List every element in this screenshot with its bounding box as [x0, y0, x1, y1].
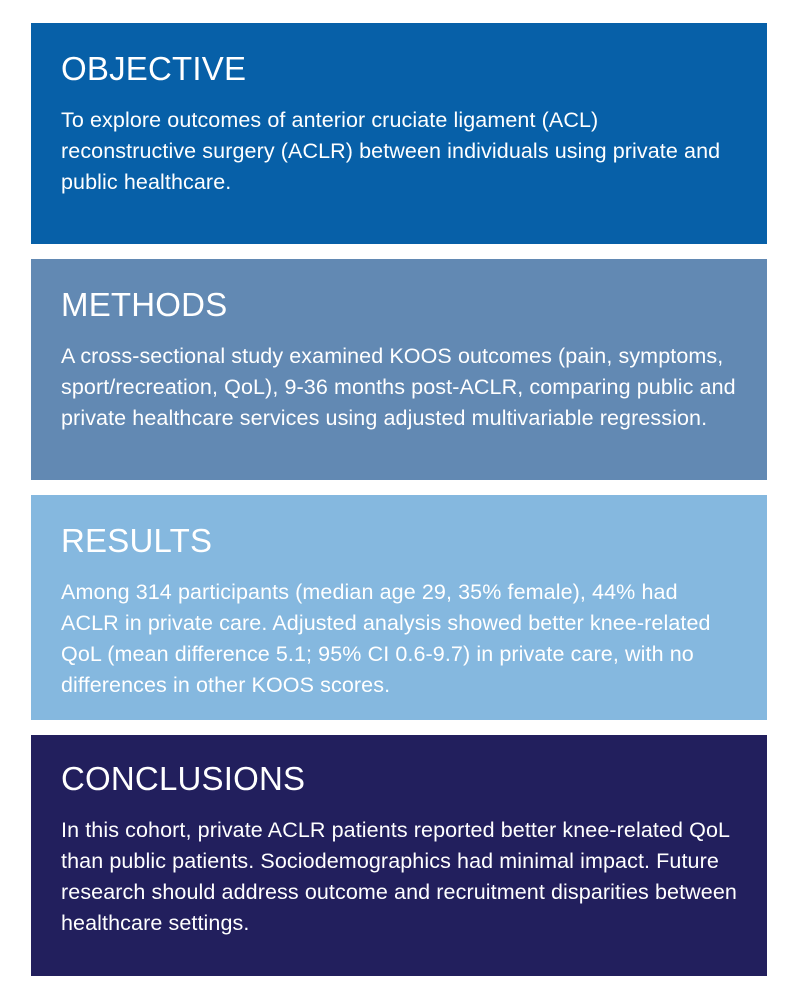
conclusions-text: In this cohort, private ACLR patients reported better knee-related QoL than public patients. Sociodemographics had minimal impact. Future research should address outcome and recruitment disparities between healthcare settings. [61, 818, 737, 935]
results-text: Among 314 participants (median age 29, 35% female), 44% had ACLR in private care. Adjusted analysis showed better knee-related QoL (mean difference 5.1; 95% CI 0.6-9.7) in private care, with no differences in other KOOS scores. [61, 580, 711, 697]
methods-panel [31, 259, 767, 480]
conclusions-panel [31, 735, 767, 976]
methods-text: A cross-sectional study examined KOOS outcomes (pain, symptoms, sport/recreation, QoL), 9-36 months post-ACLR, comparing public and private healthcare services using adjusted multivariable regression. [61, 344, 736, 430]
objective-heading: OBJECTIVE [61, 50, 247, 87]
results-heading: RESULTS [61, 522, 213, 559]
objective-panel [31, 23, 767, 244]
methods-heading: METHODS [61, 286, 228, 323]
conclusions-heading: CONCLUSIONS [61, 760, 306, 797]
results-panel [31, 495, 767, 720]
objective-text: To explore outcomes of anterior cruciate ligament (ACL) reconstructive surgery (ACLR) between individuals using private and public healthcare. [61, 108, 721, 194]
